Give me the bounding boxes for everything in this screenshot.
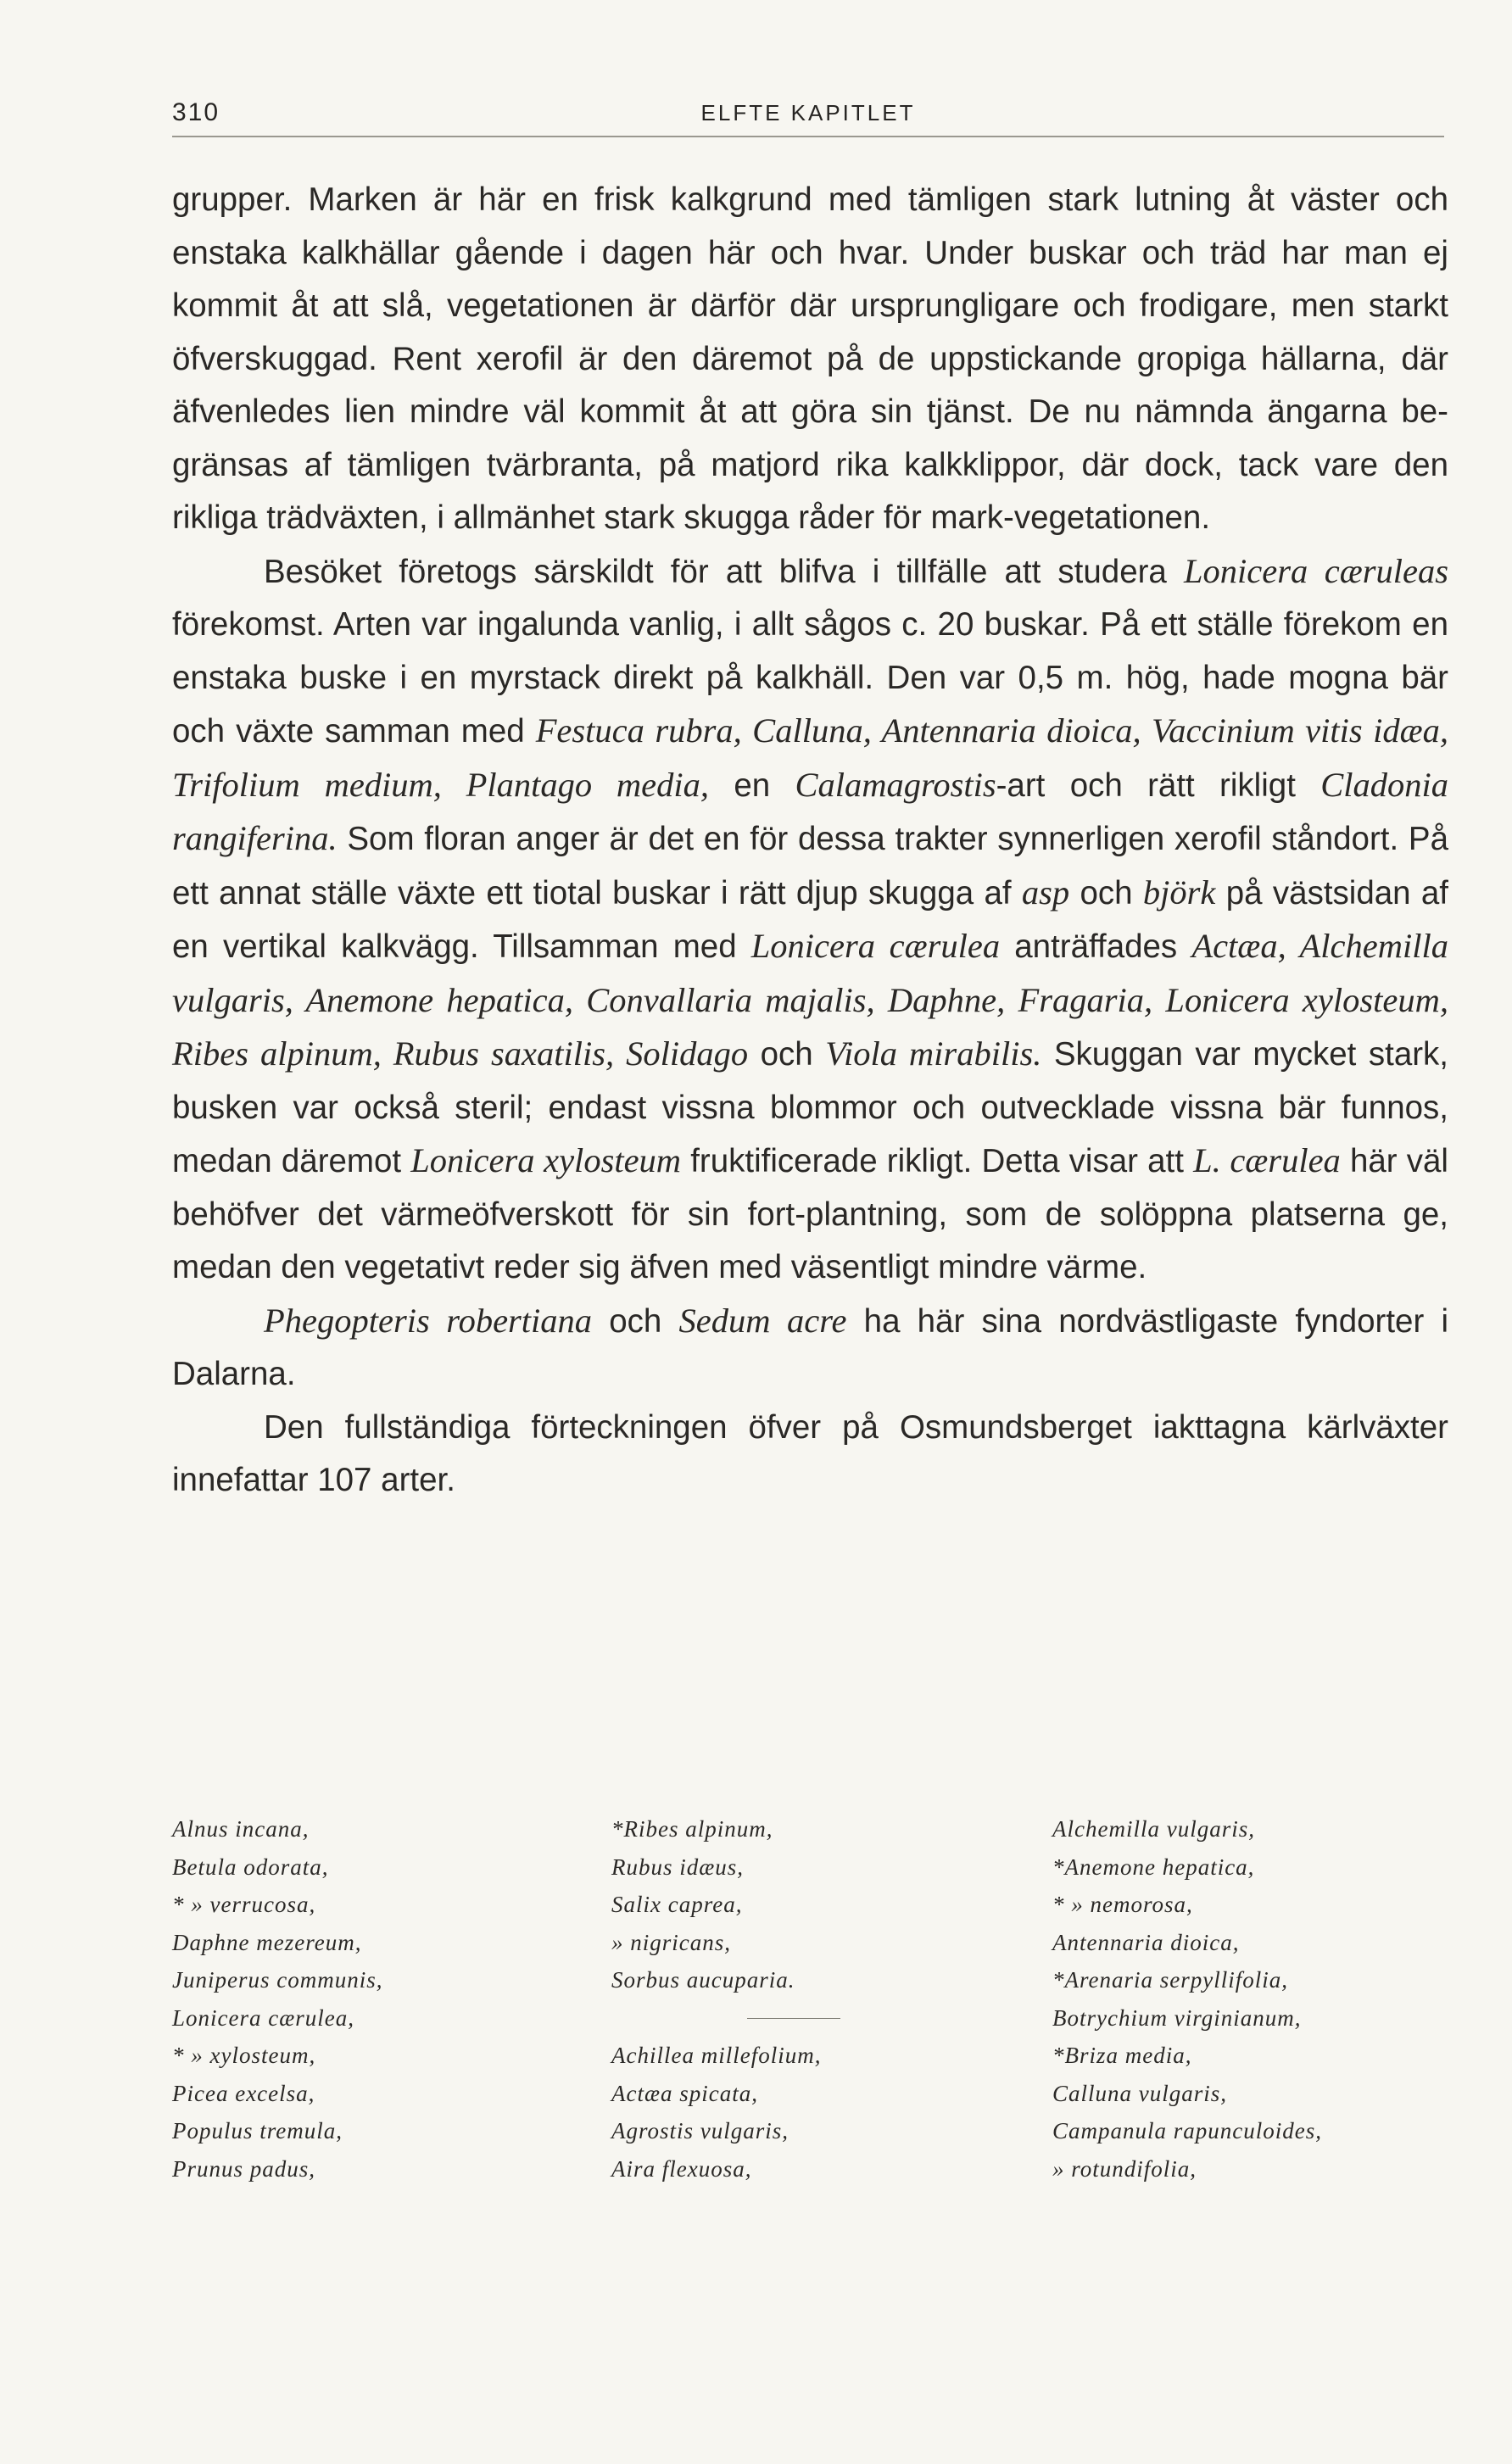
text-run: förekomst. Arten var ingalunda vanlig, i allt sågos c. 20 buskar. På ett ställe förekom en enstaka buske i en myrstack direkt på kalkhäll. Den var 0,5 m. hög, hade mogna bär och växte samman med — [172, 606, 1448, 750]
species-name: Viola mirabilis. — [825, 1034, 1042, 1073]
list-item: Alnus incana, — [172, 1816, 310, 1842]
text-run: fruktificerade rikligt. Detta visar att — [681, 1143, 1194, 1179]
species-column-2 — [611, 1810, 1035, 2188]
list-item: Lonicera cærulea, — [172, 2004, 354, 2031]
list-item: Salix caprea, — [611, 1892, 743, 1917]
list-item: *Ribes alpinum, — [611, 1816, 773, 1842]
text-run: här väl behöfver det värmeöfverskott för sin fort-plantning, som de solöppna platserna ge, medan den vegetativt reder sig äfven med väsentligt mindre värme. — [172, 1143, 1448, 1285]
text-run: grupper. Marken är här en frisk kalkgrund med tämligen stark lutning åt väster och enstaka kalkhällar gående i dagen här och hvar. Under buskar och träd har man ej kommit åt att slå, vegetationen är därför där ursprungligare och frodigare, men starkt öfverskuggad. Rent xerofil är den däremot på de uppstickande gropiga hällarna, där äfvenledes lien mindre väl kommit åt att göra sin tjänst. De nu nämnda ängarna be-gränsas af tämligen tvärbranta, på matjord rika kalkklippor, där dock, tack vare den rikliga trädväxten, i allmänhet stark skugga råder för mark-vegetationen. — [172, 181, 1448, 536]
list-item: Prunus padus, — [172, 2155, 316, 2182]
list-item: * » nemorosa, — [1052, 1892, 1193, 1917]
species-name: Phegopteris robertiana — [264, 1301, 593, 1340]
text-run: Den fullständiga förteckningen öfver på Osmundsberget iakttagna kärlväxter innefattar 107 arter. — [172, 1408, 1448, 1498]
text-run: Som floran anger är det en för dessa trakter synnerligen xerofil ståndort. På ett annat ställe växte ett tiotal buskar i rätt djup skugga af — [172, 821, 1448, 911]
text-run: och — [748, 1036, 826, 1073]
text-run: ha här sina nordvästligaste fyndorter i Dalarna. — [172, 1302, 1449, 1392]
species-column-1 — [172, 1810, 596, 2188]
list-item: *Arenaria serpyllifolia, — [1052, 1967, 1288, 1993]
text-run: en — [709, 767, 795, 804]
text-run: anträffades — [1000, 928, 1192, 965]
list-item: Juniperus communis, — [172, 1967, 383, 1993]
body-text — [172, 174, 1448, 1508]
list-item: Achillea millefolium, — [611, 2043, 822, 2068]
list-item: Agrostis vulgaris, — [611, 2118, 789, 2143]
species-name: Sedum acre — [678, 1301, 847, 1340]
species-name: Calamagrostis — [795, 765, 996, 804]
list-item: Calluna vulgaris, — [1052, 2080, 1228, 2106]
list-item: Picea excelsa, — [172, 2080, 315, 2106]
list-item: Alchemilla vulgaris, — [1052, 1816, 1255, 1842]
list-item: Actæa spicata, — [611, 2080, 758, 2106]
text-run: på västsidan af en vertikal kalkvägg. Tillsamman med — [172, 874, 1448, 965]
species-name: Cladonia rangiferina. — [172, 765, 1449, 857]
text-run: och — [592, 1302, 679, 1340]
paragraph-2 — [172, 545, 1448, 1295]
list-item: * » verrucosa, — [172, 1892, 316, 1917]
paragraph-1 — [172, 174, 1448, 545]
text-run: Skuggan var mycket stark, busken var också steril; endast vissna blommor och outvecklade vissna bär funnos, medan däremot — [172, 1036, 1448, 1179]
list-item: * » xylosteum, — [172, 2043, 316, 2068]
page-number: 310 — [172, 98, 220, 126]
list-item: Aira flexuosa, — [611, 2155, 752, 2182]
running-head: ELFTE KAPITLET — [700, 100, 916, 125]
list-item: Betula odorata, — [172, 1854, 329, 1880]
species-column-3 — [1052, 1810, 1451, 2188]
species-name: L. cærulea — [1193, 1141, 1341, 1179]
list-item: *Anemone hepatica, — [1052, 1854, 1255, 1880]
list-item: *Briza media, — [1052, 2043, 1192, 2068]
species-list — [172, 1810, 1448, 2192]
list-item: Daphne mezereum, — [172, 1929, 362, 1955]
text-run: och — [1069, 874, 1143, 911]
section-divider — [611, 1999, 1035, 2038]
species-name: Festuca rubra, Calluna, Antennaria dioica, Vaccinium vitis idæa, Trifolium medium, Plantago media, — [172, 711, 1448, 804]
list-item: Antennaria dioica, — [1052, 1929, 1240, 1955]
list-item: Populus tremula, — [172, 2118, 343, 2143]
species-name: Lonicera cæruleas — [1183, 551, 1448, 590]
species-name: Lonicera xylosteum — [410, 1141, 682, 1179]
list-item: Sorbus aucuparia. — [611, 1967, 795, 1993]
list-item: Rubus idæus, — [611, 1854, 745, 1880]
list-item: Botrychium virginianum, — [1052, 2004, 1302, 2031]
paragraph-4 — [172, 1402, 1448, 1508]
species-name: Actæa, Alchemilla vulgaris, Anemone hepatica, Convallaria majalis, Daphne, Fragaria, Lonicera xylosteum, Ribes alpinum, Rubus saxatilis, Solidago — [172, 927, 1448, 1073]
list-item: Campanula rapunculoides, — [1052, 2118, 1322, 2143]
paragraph-3 — [172, 1295, 1448, 1402]
species-name: asp — [1021, 872, 1070, 911]
species-name: björk — [1142, 872, 1216, 911]
list-item: » rotundifolia, — [1052, 2155, 1197, 2182]
page-header — [172, 95, 1444, 137]
text-run: Besöket företogs särskildt för att blifva i tillfälle att studera — [264, 553, 1184, 590]
species-name: Lonicera cærulea — [750, 927, 1001, 965]
text-run: -art och rätt rikligt — [996, 767, 1321, 804]
list-item: » nigricans, — [611, 1929, 732, 1955]
